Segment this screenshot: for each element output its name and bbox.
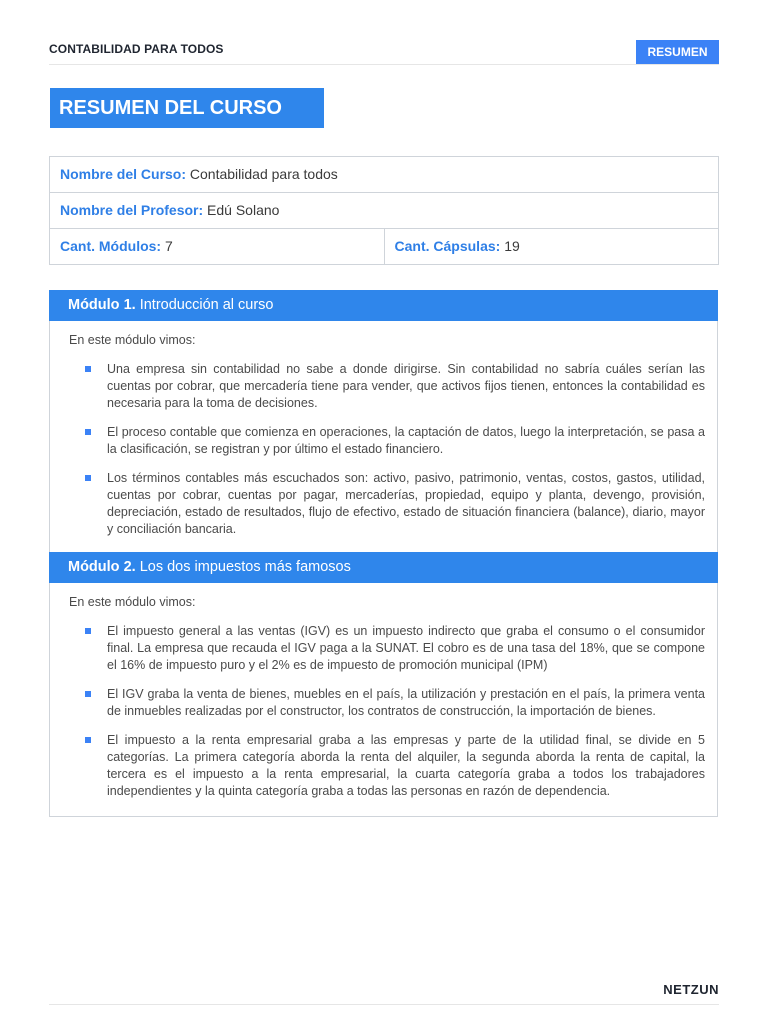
list-item bbox=[69, 623, 705, 674]
list-item-text: El impuesto a la renta empresarial graba a las empresas y parte de la utilidad final, se divide en 5 categorías. La primera categoría aborda la renta del alquiler, la segunda aborda la renta de capital, la tercera es el impuesto a la renta empresarial, la cuarta categoría graba a todos los trabajadores independientes y la quinta categoría graba a todas las personas en razón de dependencia. bbox=[107, 733, 705, 798]
course-brand: CONTABILIDAD PARA TODOS bbox=[49, 42, 224, 56]
course-info-table bbox=[49, 156, 719, 265]
module-number: Módulo 1. bbox=[68, 297, 136, 313]
square-bullet-icon bbox=[85, 429, 91, 435]
module-name: Los dos impuestos más famosos bbox=[139, 559, 351, 575]
module-intro: En este módulo vimos: bbox=[69, 333, 196, 347]
capsules-count-value: 19 bbox=[504, 238, 520, 254]
list-item bbox=[69, 470, 705, 538]
info-cell bbox=[50, 193, 718, 228]
module-list bbox=[69, 361, 705, 538]
square-bullet-icon bbox=[85, 691, 91, 697]
list-item-text: Los términos contables más escuchados son: activo, pasivo, patrimonio, ventas, costos, gastos, utilidad, cuentas por cobrar, cuentas por pagar, mercaderías, propiedad, equipo y planta, devengo, provisión, depreciación, estado de resultados, flujo de efectivo, estado de situación financiera (balance), diario, mayor y conciliación bancaria. bbox=[107, 471, 705, 536]
netzun-logo: NETZUN bbox=[663, 982, 719, 997]
page-header bbox=[49, 38, 719, 65]
list-item bbox=[69, 686, 705, 720]
module-1-header bbox=[49, 290, 718, 321]
list-item-text: El impuesto general a las ventas (IGV) es un impuesto indirecto que graba el consumo o el consumidor final. La empresa que recauda el IGV paga a la SUNAT. El cobro es de una tasa del 18%, que se compone el 16% de impuesto puro y el 2% es de impuesto de promoción municipal (IPM) bbox=[107, 624, 705, 672]
page-title: RESUMEN DEL CURSO bbox=[50, 88, 324, 128]
capsules-count-label: Cant. Cápsulas: bbox=[394, 238, 501, 254]
module-name: Introducción al curso bbox=[139, 297, 274, 313]
list-item-text: El IGV graba la venta de bienes, muebles en el país, la utilización y prestación en el país, la primera venta de inmuebles realizadas por el constructor, los contratos de construcción, la importación de bienes. bbox=[107, 687, 705, 718]
module-body bbox=[50, 583, 717, 816]
square-bullet-icon bbox=[85, 366, 91, 372]
square-bullet-icon bbox=[85, 737, 91, 743]
modules-count-label: Cant. Módulos: bbox=[60, 238, 162, 254]
info-cell bbox=[384, 229, 719, 264]
square-bullet-icon bbox=[85, 475, 91, 481]
page-footer bbox=[49, 980, 719, 1005]
info-row-counts bbox=[50, 229, 718, 264]
module-body bbox=[50, 321, 717, 554]
modules-count-value: 7 bbox=[165, 238, 173, 254]
info-row-teacher bbox=[50, 193, 718, 229]
module-2-section bbox=[49, 552, 718, 817]
teacher-name-value: Edú Solano bbox=[207, 202, 280, 218]
info-cell bbox=[50, 157, 718, 192]
course-name-value: Contabilidad para todos bbox=[189, 166, 338, 182]
teacher-name-label: Nombre del Profesor: bbox=[60, 202, 204, 218]
summary-badge: RESUMEN bbox=[636, 40, 719, 64]
list-item bbox=[69, 424, 705, 458]
info-cell bbox=[50, 229, 384, 264]
square-bullet-icon bbox=[85, 628, 91, 634]
module-intro: En este módulo vimos: bbox=[69, 595, 196, 609]
info-row-course bbox=[50, 157, 718, 193]
list-item-text: Una empresa sin contabilidad no sabe a donde dirigirse. Sin contabilidad no sabría cuáles serían las cuentas por cobrar, que mercadería tiene para vender, que activos fijos tienen, entonces la contabilidad es necesaria para la toma de decisiones. bbox=[107, 362, 705, 410]
course-name-label: Nombre del Curso: bbox=[60, 166, 187, 182]
module-number: Módulo 2. bbox=[68, 559, 136, 575]
module-list bbox=[69, 623, 705, 800]
module-1-section bbox=[49, 290, 718, 555]
module-2-header bbox=[49, 552, 718, 583]
list-item bbox=[69, 361, 705, 412]
list-item-text: El proceso contable que comienza en operaciones, la captación de datos, luego la interpretación, se pasa a la clasificación, se registran y por último el estado financiero. bbox=[107, 425, 705, 456]
list-item bbox=[69, 732, 705, 800]
